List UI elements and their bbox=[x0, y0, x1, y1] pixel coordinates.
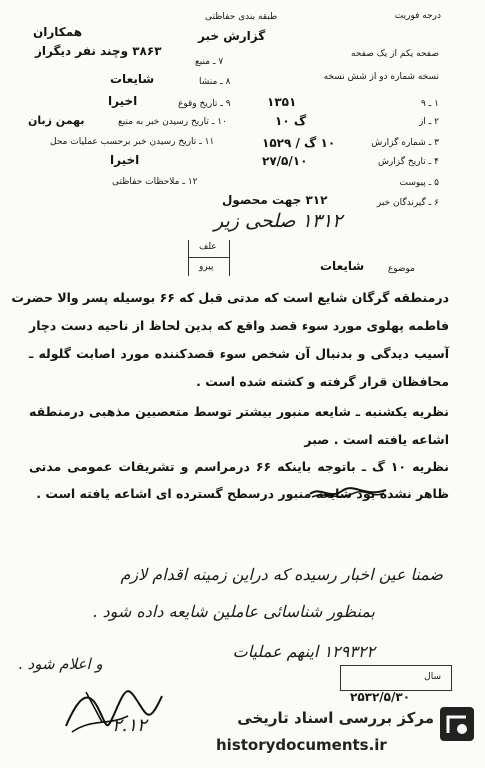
source-received-value: بهمن زبان bbox=[28, 114, 85, 127]
subject-value: شایعات bbox=[320, 259, 365, 273]
body-line: اشاعه یافته است . صبر bbox=[304, 432, 449, 447]
field-1-value: ۱۳۵۱ bbox=[267, 95, 297, 109]
subject-label: موضوع bbox=[387, 264, 415, 274]
ops-received-value: اخیرا bbox=[110, 153, 140, 167]
priority-label: درجه فوریت bbox=[394, 11, 441, 21]
watermark bbox=[198, 703, 478, 763]
recipients-value: ۳۱۲ جهت محصول bbox=[222, 193, 328, 207]
occurrence-date-label: ۹ ـ تاریخ وقوع bbox=[178, 99, 231, 109]
routing-stamp-box bbox=[188, 240, 230, 276]
date-stamp-label: سال bbox=[424, 672, 441, 682]
routing-stamp-top: علف bbox=[199, 242, 217, 252]
field-2-value: گ ۱۰ bbox=[275, 114, 307, 128]
handwritten-note-line: بمنظور شناسائی عاملین شایعه داده شود . bbox=[92, 602, 375, 621]
page-count-field: صفحه یکم از یک صفحه bbox=[351, 49, 439, 59]
colleagues-label: همکاران bbox=[33, 25, 83, 39]
report-number-value: ۱۰ گ / ۱۵۲۹ bbox=[262, 136, 336, 150]
body-line: درمنطقه گرگان شایع است که مدتی قبل که ۶۶ بوسیله پسر والا حضرت bbox=[11, 290, 449, 305]
source-received-label: ۱۰ ـ تاریخ رسیدن خبر به منبع bbox=[118, 117, 227, 127]
body-line: محافظان قرار گرفته و کشته شده است . bbox=[196, 374, 449, 389]
report-date-value: ۲۷/۵/۱۰ bbox=[262, 154, 308, 168]
handwritten-note-line: ۱۲۹۳۲۲ اینهم عملیات bbox=[232, 642, 375, 661]
body-line: آسیب دیدگی و بدنبال آن شخص سوء قصدکننده مورد اصابت گلوله ـ bbox=[29, 346, 449, 361]
body-line: نظریه یکشنبه ـ شایعه منبور بیشتر توسط متعصبین مذهبی درمنطقه bbox=[29, 404, 449, 419]
handwritten-note-line: و اعلام شود . bbox=[18, 655, 103, 673]
bottom-left-marks: ۲.۱۲ bbox=[112, 715, 147, 736]
ops-received-label: ۱۱ ـ تاریخ رسیدن خبر برحسب عملیات محل bbox=[50, 137, 215, 147]
body-line: نظریه ۱۰ گ ـ باتوجه باینکه ۶۶ درمراسم و تشریفات عمومی مدتی bbox=[29, 459, 449, 474]
copy-number-field: نسخه شماره دو از شش نسخه bbox=[323, 72, 439, 82]
handwritten-note-line: ضمنا عین اخبار رسیده که دراین زمینه اقدام لازم bbox=[120, 565, 443, 584]
routing-stamp-divider bbox=[189, 257, 229, 258]
recipients-label: ۶ ـ گیرندگان خبر bbox=[376, 198, 439, 208]
source-value: ۳۸۶۳ وچند نفر دیگراز bbox=[35, 44, 162, 58]
report-date-label: ۴ ـ تاریخ گزارش bbox=[377, 157, 439, 167]
attachment-label: ۵ ـ پیوست bbox=[399, 178, 439, 188]
body-line: ظاهر نشده بود شایعه منبور درسطح گسترده ای اشاعه یافته است . bbox=[36, 486, 449, 501]
date-stamp bbox=[340, 665, 452, 691]
security-notes-label: ۱۲ ـ ملاحظات حفاظتی bbox=[112, 177, 198, 187]
routing-stamp-bottom: پیرو bbox=[199, 262, 214, 272]
archive-logo-icon bbox=[438, 705, 476, 743]
field-1-label: ۱ ـ ۹ bbox=[420, 99, 439, 109]
watermark-title: مرکز بررسی اسناد تاریخی bbox=[237, 709, 434, 727]
date-stamp-value: ۲۵۳۲/۵/۳۰ bbox=[350, 690, 411, 704]
report-number-label: ۳ ـ شماره گزارش bbox=[371, 138, 439, 148]
origin-value: شایعات bbox=[110, 72, 155, 86]
field-2-label: ۲ ـ از bbox=[418, 117, 439, 127]
occurrence-date-value: اخیرا bbox=[108, 94, 138, 108]
watermark-url: historydocuments.ir bbox=[216, 736, 387, 754]
source-label: ۷ ـ منبع bbox=[195, 57, 224, 67]
body-line: فاطمه پهلوی مورد سوء قصد واقع که بدین لحاظ از ناحیه دست دچار bbox=[29, 318, 449, 333]
handwritten-header-note: ۱۳۱۲ صلحی زیر bbox=[214, 210, 343, 232]
origin-label: ۸ ـ منشا bbox=[199, 77, 231, 87]
classification-label: طبقه بندی حفاظتی bbox=[205, 12, 278, 22]
document-title: گزارش خبر bbox=[198, 29, 266, 43]
strikethrough-scribble bbox=[308, 482, 388, 504]
